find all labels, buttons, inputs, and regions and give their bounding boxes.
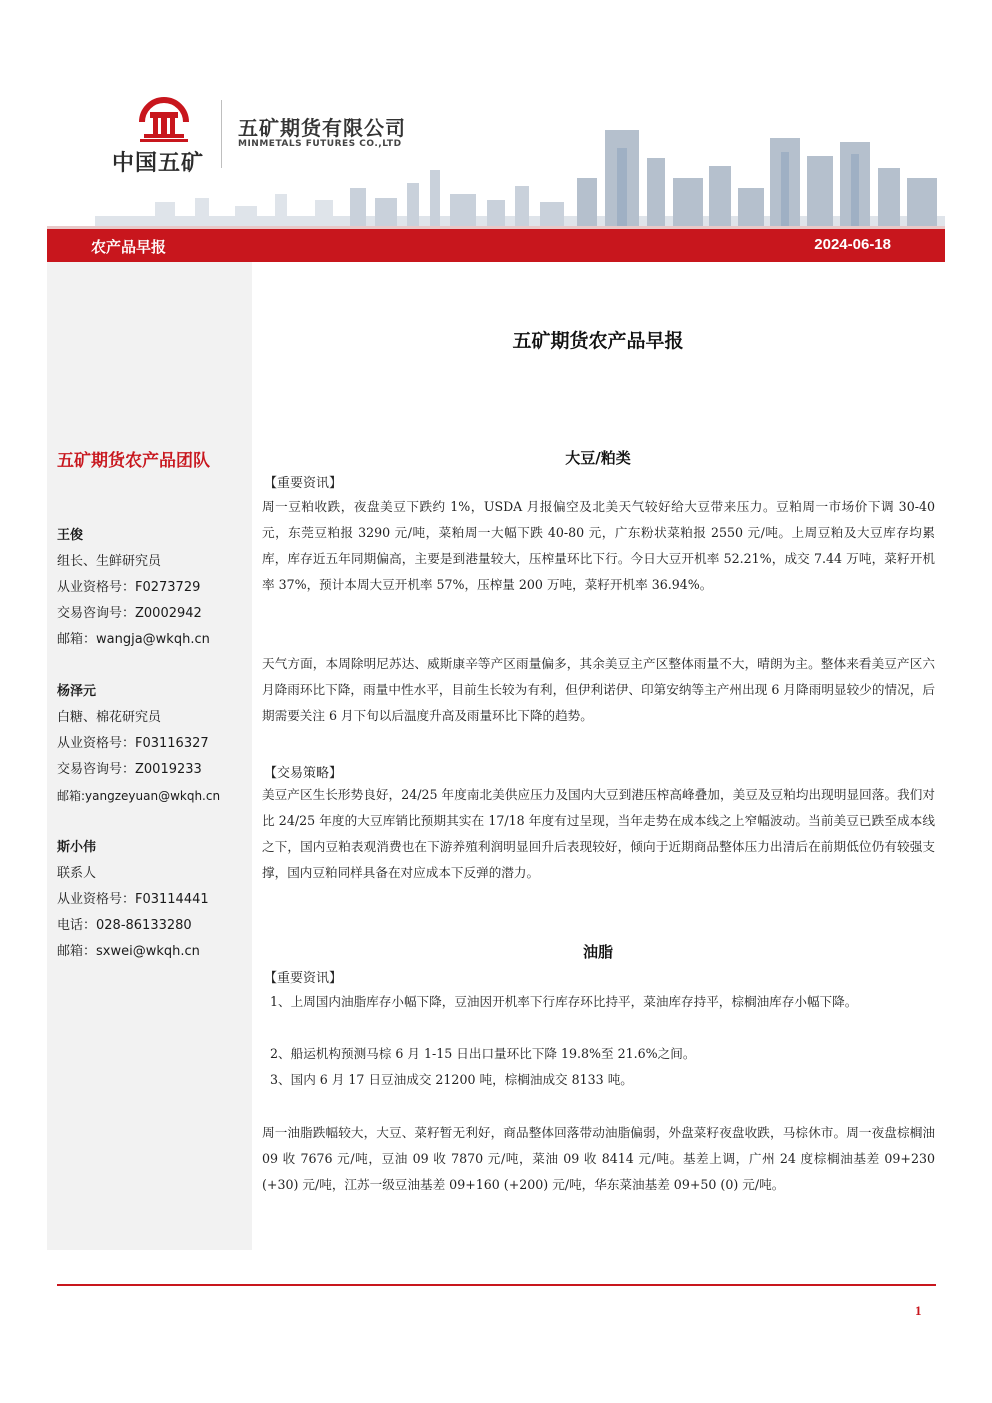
oil-news-item: 3、国内 6 月 17 日豆油成交 21200 吨，棕榈油成交 8133 吨。 — [270, 1072, 633, 1087]
oil-news-item: 1、上周国内油脂库存小幅下降，豆油因开机率下行库存环比持平，菜油库存持平，棕榈油库存小幅下降。 — [270, 994, 858, 1009]
member-role: 联系人 — [57, 866, 97, 881]
report-header-bar — [47, 226, 945, 262]
member-license: 从业资格号：F03114441 — [57, 892, 209, 907]
soy-news-paragraph: 周一豆粕收跌，夜盘美豆下跌约 1%，USDA 月报偏空及北美天气较好给大豆带来压力。豆粕周一市场价下调 30-40 元，东莞豆粕报 3290 元/吨，菜粕周一大幅下跌 40-80 元，广东粉状菜粕报 2550 元/吨。上周豆粕及大豆库存均累库，库存近五年同期偏高，主要是到港量较大，压榨量环比下行。今日大豆开机率 52.21%，成交 7.44 万吨，菜籽开机率 37%，预计本周大豆开机率 57%，压榨量 200 万吨，菜籽开机率 36.94%。 — [262, 499, 935, 592]
company-name-cn: 五矿期货有限公司 — [238, 116, 406, 140]
team-title: 五矿期货农产品团队 — [57, 451, 210, 471]
member-role: 组长、生鲜研究员 — [57, 554, 162, 569]
member-card — [57, 835, 252, 965]
page-number: 1 — [915, 1303, 922, 1318]
oil-summary-paragraph: 周一油脂跌幅较大，大豆、菜籽暂无利好，商品整体回落带动油脂偏弱，外盘菜籽夜盘收跌，马棕休市。周一夜盘棕榈油 09 收 7676 元/吨，豆油 09 收 7870 元/吨，菜油 09 收 8414 元/吨。基差上调，广州 24 度棕榈油基差 09+230 (+30) 元/吨，江苏一级豆油基差 09+160 (+200) 元/吨，华东菜油基差 09+50 (0) 元/吨。 — [262, 1125, 935, 1192]
member-email[interactable]: 邮箱：sxwei@wkqh.cn — [57, 944, 200, 959]
member-email[interactable]: 邮箱:yangzeyuan@wkqh.cn — [57, 789, 221, 803]
tag-important-news: 【重要资讯】 — [264, 971, 343, 986]
member-name: 杨泽元 — [57, 684, 97, 699]
logo-text: 中国五矿 — [112, 151, 205, 176]
tag-trading-strategy: 【交易策略】 — [264, 766, 343, 781]
member-card — [57, 523, 252, 653]
member-license: 从业资格号：F0273729 — [57, 580, 201, 595]
member-consult-id: 交易咨询号：Z0002942 — [57, 606, 202, 621]
member-name: 王俊 — [57, 528, 84, 543]
soy-strategy-paragraph: 美豆产区生长形势良好，24/25 年度南北美供应压力及国内大豆到港压榨高峰叠加，美豆及豆粕均出现明显回落。我们对比 24/25 年度的大豆库销比预期其实在 17/18 年度有过呈现，当年走势在成本线之上窄幅波动。当前美豆已跌至成本线之下，国内豆粕表观消费也在下游养殖利润明显回升后表现较好，倾向于近期商品整体压力出清后在前期低位仍有较强支撑，国内豆粕同样具备在对应成本下反弹的潜力。 — [262, 787, 935, 880]
footer-divider — [57, 1284, 936, 1286]
member-card — [57, 679, 252, 809]
report-type: 农产品早报 — [91, 238, 167, 256]
member-name: 斯小伟 — [57, 840, 97, 855]
member-consult-id: 交易咨询号：Z0019233 — [57, 762, 202, 777]
member-phone: 电话：028-86133280 — [57, 918, 192, 933]
member-email[interactable]: 邮箱：wangja@wkqh.cn — [57, 632, 210, 647]
company-name-en: MINMETALS FUTURES CO.,LTD — [238, 139, 402, 149]
soy-weather-paragraph: 天气方面，本周除明尼苏达、威斯康辛等产区雨量偏多，其余美豆主产区整体雨量不大，晴朗为主。整体来看美豆产区六月降雨环比下降，雨量中性水平，目前生长较为有利，但伊利诺伊、印第安纳等主产州出现 6 月降雨明显较少的情况，后期需要关注 6 月下旬以后温度升高及雨量环比下降的趋势。 — [262, 656, 935, 723]
tag-important-news: 【重要资讯】 — [264, 476, 343, 491]
section-title-soy: 大豆/粕类 — [565, 449, 631, 467]
section-title-oil: 油脂 — [582, 943, 613, 961]
city-skyline-banner — [95, 128, 945, 226]
oil-news-item: 2、船运机构预测马棕 6 月 1-15 日出口量环比下降 19.8%至 21.6%之间。 — [270, 1046, 696, 1061]
team-sidebar — [47, 262, 252, 1250]
member-role: 白糖、棉花研究员 — [57, 710, 162, 725]
member-license: 从业资格号：F03116327 — [57, 736, 209, 751]
document-title: 五矿期货农产品早报 — [512, 330, 684, 352]
report-date: 2024-06-18 — [814, 236, 891, 253]
